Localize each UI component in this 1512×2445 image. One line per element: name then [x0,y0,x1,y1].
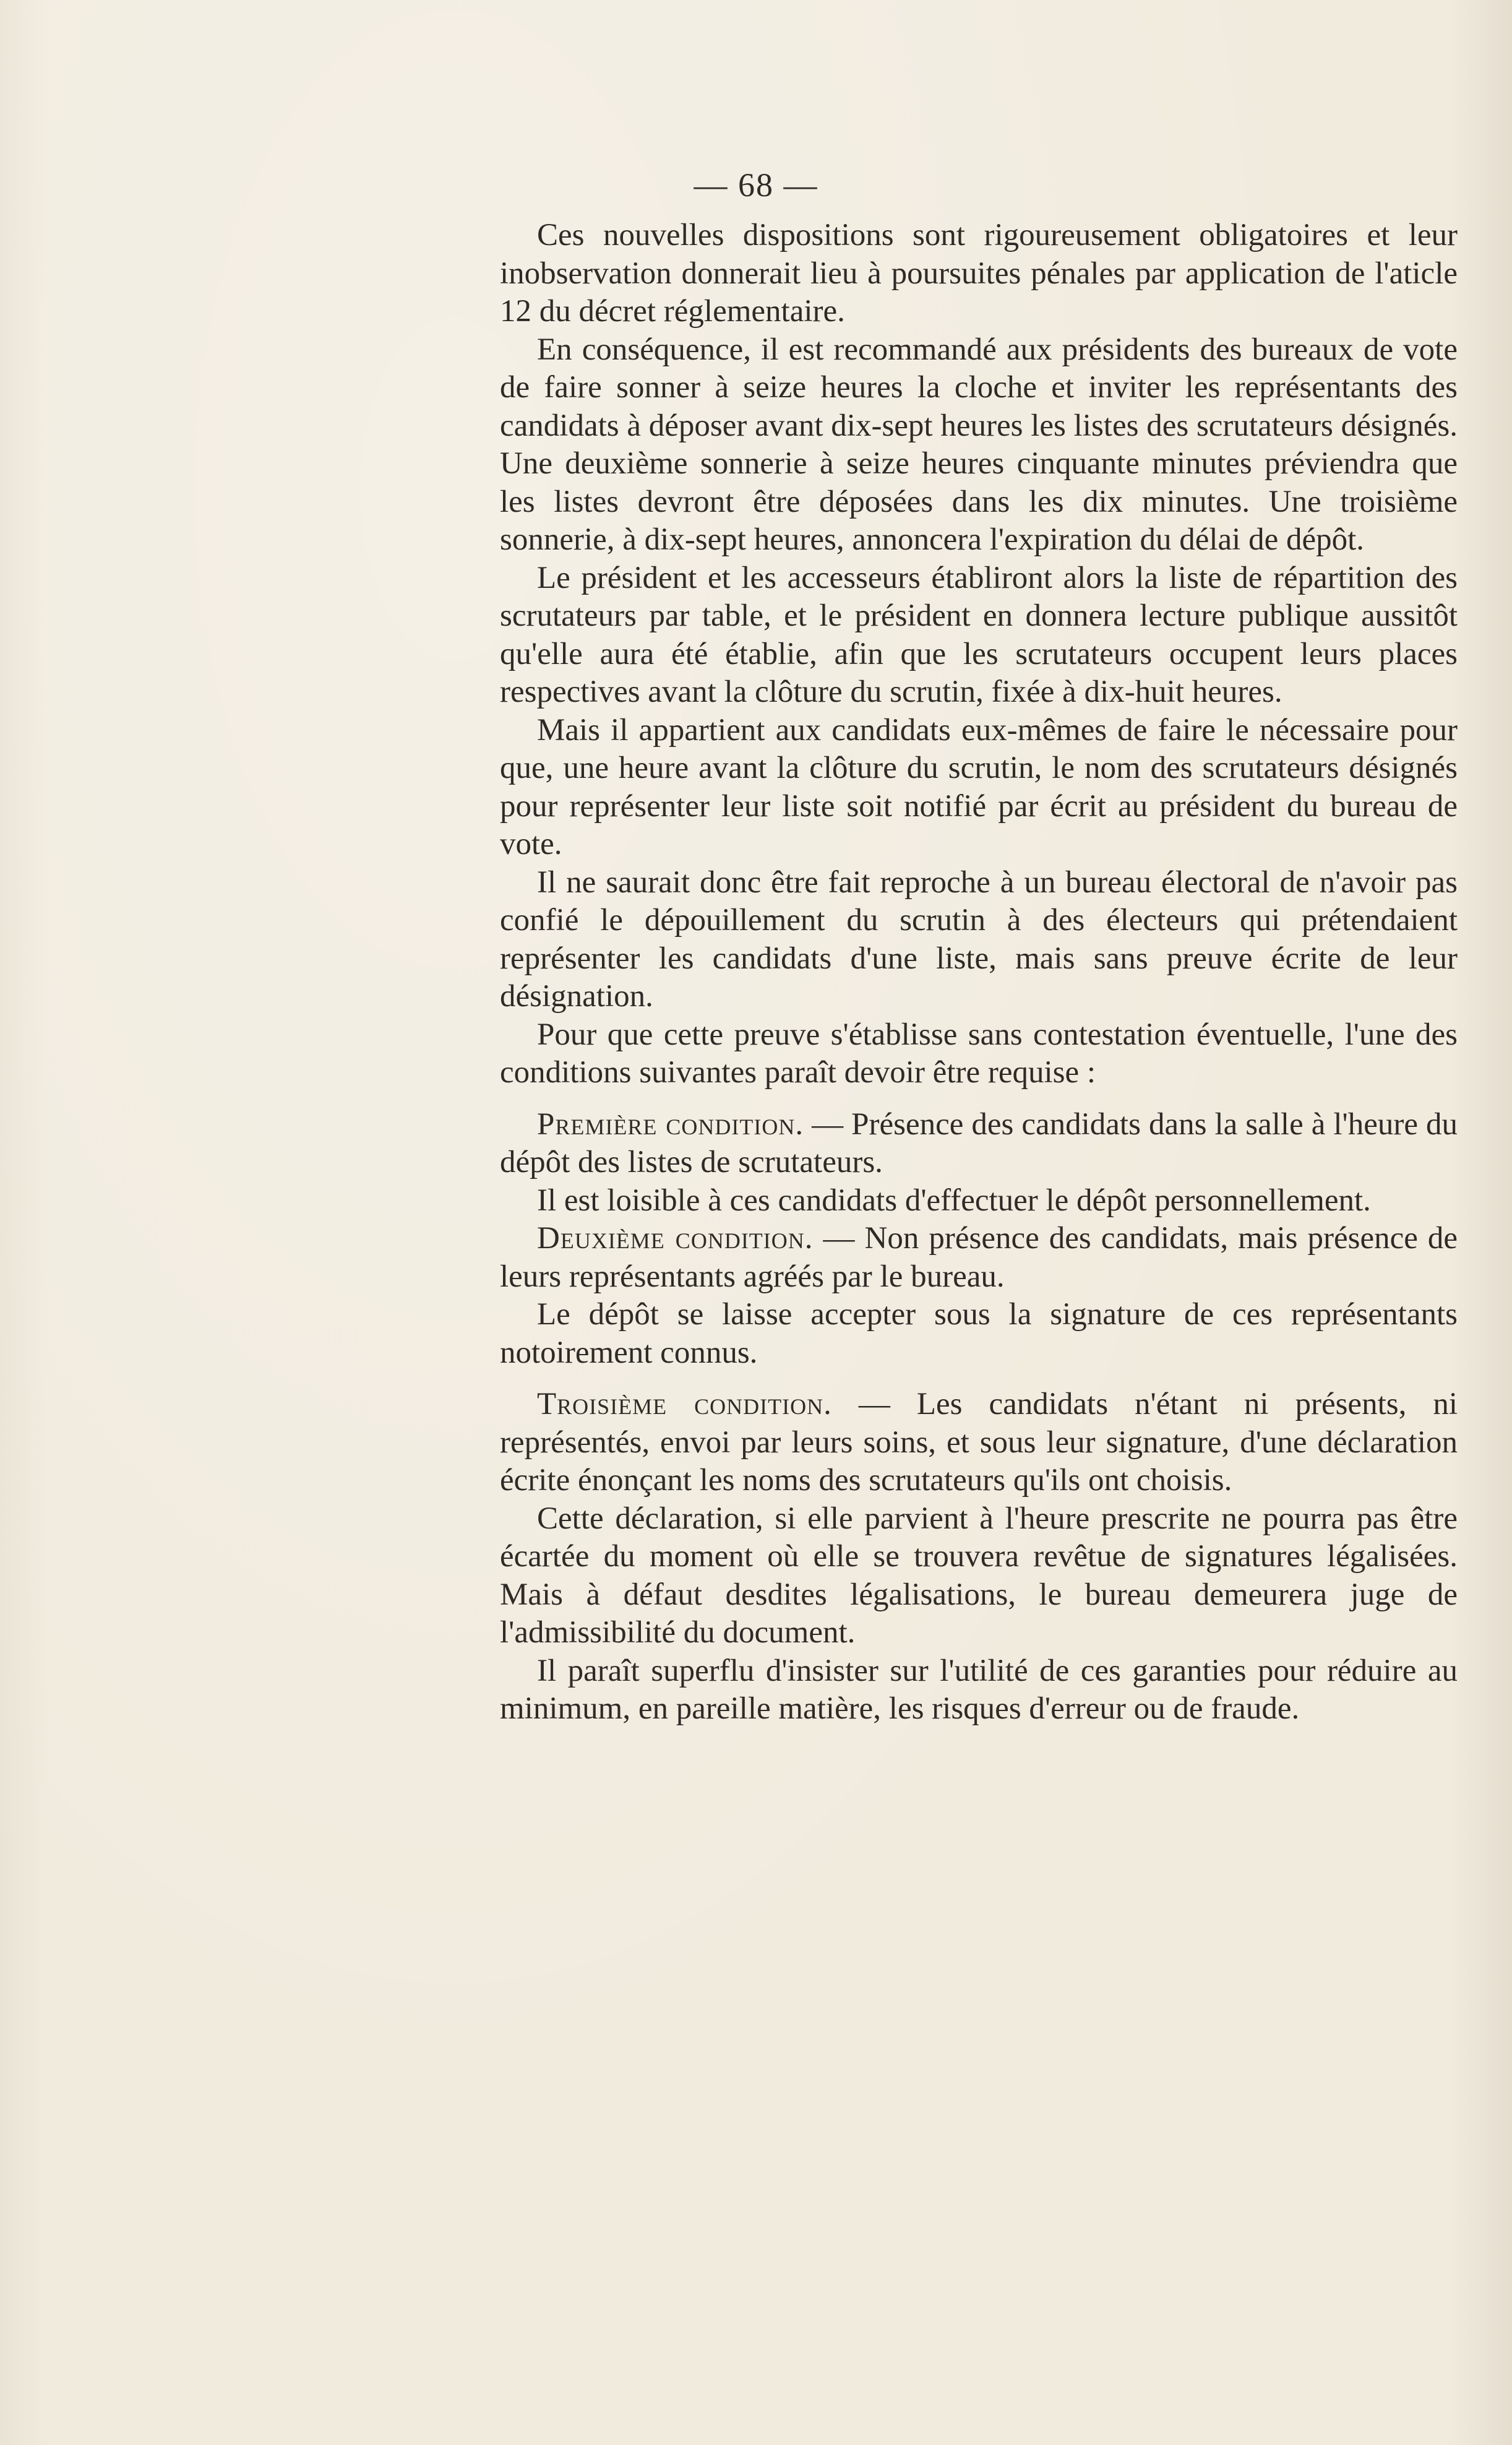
paragraph [500,864,1458,1016]
paragraph-text: Cette déclaration, si elle parvient à l'heure prescrite ne pourra pas être écartée du moment où elle se trouvera revêtue de signatures légalisées. Mais à défaut desdites légalisations, le bureau demeurera juge de l'admissibilité du document. [500,1501,1458,1650]
paragraph [500,712,1458,864]
condition-heading: Première condition. [537,1106,804,1142]
paragraph-text: — Non présence des candidats, mais présence de leurs représentants agréés par le bureau. [500,1221,1458,1294]
paragraph-text: Mais il appartient aux candidats eux-mêmes de faire le nécessaire pour que, une heure avant la clôture du scrutin, le nom des scrutateurs désignés pour représenter leur liste soit notifié par écrit au président du bureau de vote. [500,712,1458,861]
condition-paragraph [500,1386,1458,1500]
paragraph [500,1016,1458,1092]
paragraph-text: — Les candidats n'étant ni présents, ni représentés, envoi par leurs soins, et sous leur signature, d'une déclaration écrite énonçant les noms des scrutateurs qu'ils ont choisis. [500,1387,1458,1498]
condition-heading: Deuxième condition. [537,1221,814,1256]
paragraph-text: Le dépôt se laisse accepter sous la signature de ces représentants notoirement connus. [500,1297,1458,1370]
paragraph-text: Il est loisible à ces candidats d'effectuer le dépôt personnellement. [537,1183,1371,1218]
paragraph [500,1182,1458,1220]
paragraph-text: Le président et les accesseurs établiront alors la liste de répartition des scrutateurs par table, et le président en donnera lecture publique aussitôt qu'elle aura été établie, afin que les scrutateurs occupent leurs places respectives avant la clôture du scrutin, fixée à dix-huit heures. [500,560,1458,709]
paragraph-text: — Présence des candidats dans la salle à l'heure du dépôt des listes de scrutateurs. [500,1106,1458,1179]
condition-paragraph [500,1106,1458,1182]
paragraph [500,1652,1458,1728]
paragraph-text: En conséquence, il est recommandé aux présidents des bureaux de vote de faire sonner à seize heures la cloche et inviter les représentants des candidats à déposer avant dix-sept heures les listes des scrutateurs désignés. Une deuxième sonnerie à seize heures cinquante minutes préviendra que les listes devront être déposées dans les dix minutes. Une troisième sonnerie, à dix-sept heures, annoncera l'expiration du délai de dépôt. [500,332,1458,557]
paragraph-text: Il paraît superflu d'insister sur l'utilité de ces garanties pour réduire au minimum, en pareille matière, les risques d'erreur ou de fraude. [500,1653,1458,1726]
paragraph-text: Il ne saurait donc être fait reproche à un bureau électoral de n'avoir pas confié le dépouillement du scrutin à des électeurs qui prétendaient représenter les candidats d'une liste, mais sans preuve écrite de leur désignation. [500,865,1458,1014]
paragraph [500,217,1458,331]
paragraph [500,1500,1458,1652]
paragraph [500,331,1458,559]
paragraph-text: Ces nouvelles dispositions sont rigoureusement obligatoires et leur inobservation donnerait lieu à poursuites pénales par application de l'aticle 12 du décret réglementaire. [500,218,1458,329]
page-number: — 68 — [694,166,818,204]
paragraph [500,1296,1458,1372]
paragraph [500,559,1458,712]
condition-heading: Troisième condition. [537,1387,832,1421]
condition-paragraph [500,1220,1458,1296]
body-text [500,217,1458,1728]
paragraph-text: Pour que cette preuve s'établisse sans contestation éventuelle, l'une des conditions suivantes paraît devoir être requise : [500,1017,1458,1090]
